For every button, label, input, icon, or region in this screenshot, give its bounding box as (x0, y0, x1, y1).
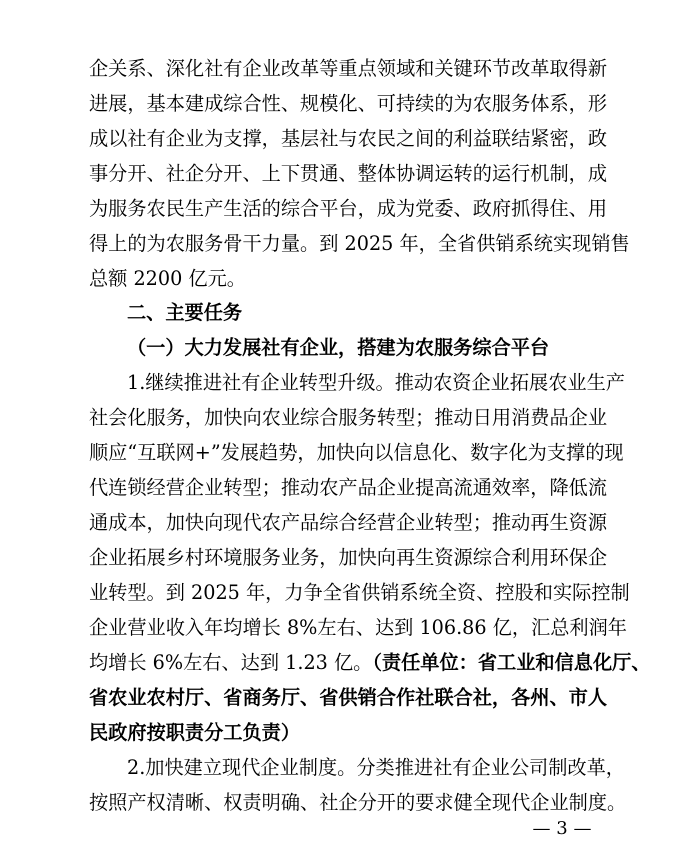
responsibility-note: 民政府按职责分工负责） (89, 721, 301, 744)
subsection-heading: （一）大力发展社有企业，搭建为农服务综合平台 (127, 336, 550, 359)
responsibility-note-start: （责任单位：省工业和信息化厅、 (372, 651, 651, 674)
text-line: 得上的为农服务骨干力量。到 2025 年，全省供销系统实现销售 (89, 232, 630, 255)
text-line: 总额 2200 亿元。 (89, 267, 246, 290)
text-line: 进展，基本建成综合性、规模化、可持续的为农服务体系，形 (89, 92, 608, 115)
text-line: 成以社有企业为支撑，基层社与农民之间的利益联结紧密，政 (89, 127, 608, 150)
text-line: 社会化服务，加快向农业综合服务转型；推动日用消费品企业 (89, 406, 608, 429)
text-line: 按照产权清晰、权责明确、社企分开的要求健全现代企业制度。 (89, 791, 627, 814)
text-line: 业转型。到 2025 年，力争全省供销系统全资、控股和实际控制 (89, 581, 630, 604)
text-line: 企业拓展乡村环境服务业务，加快向再生资源综合利用环保企 (89, 546, 608, 569)
page-number: — 3 — (532, 818, 592, 839)
text-line: 为服务农民生产生活的综合平台，成为党委、政府抓得住、用 (89, 197, 608, 220)
text-line: 2.加快建立现代企业制度。分类推进社有企业公司制改革， (127, 756, 625, 779)
text-run: 均增长 6%左右、达到 1.23 亿。 (89, 651, 373, 674)
text-line: 企业营业收入年均增长 8%左右、达到 106.86 亿，汇总利润年 (89, 616, 627, 639)
text-line: 企关系、深化社有企业改革等重点领域和关键环节改革取得新 (89, 57, 608, 80)
text-line: 1.继续推进社有企业转型升级。推动农资企业拓展农业生产 (127, 371, 625, 394)
text-line: 顺应“互联网+”发展趋势，加快向以信息化、数字化为支撑的现 (89, 441, 624, 464)
text-line: 事分开、社企分开、上下贯通、整体协调运转的运行机制，成 (89, 162, 608, 185)
text-line (89, 648, 651, 678)
section-heading: 二、主要任务 (127, 301, 243, 324)
text-line: 通成本，加快向现代农产品综合经营企业转型；推动再生资源 (89, 511, 608, 534)
responsibility-note: 省农业农村厅、省商务厅、省供销合作社联合社，各州、市人 (89, 686, 608, 709)
text-line: 代连锁经营企业转型；推动农产品企业提高流通效率，降低流 (89, 476, 608, 499)
